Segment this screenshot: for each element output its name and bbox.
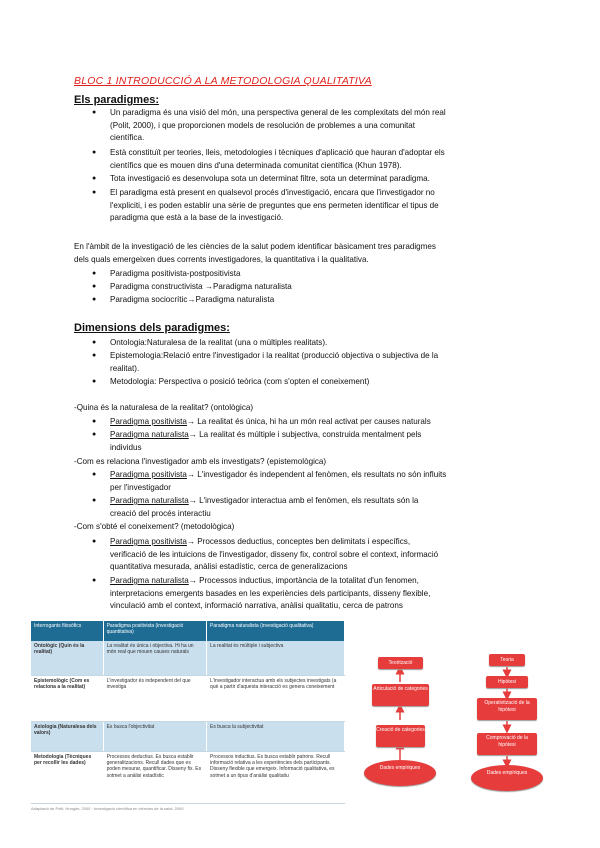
- bullet-text: Ontologia:Naturalesa de la realitat (una o múltiples realitats).: [110, 338, 328, 347]
- table-cell: Es busca la subjectivitat: [207, 721, 345, 751]
- bullet-icon: ●: [92, 431, 97, 438]
- diagram2-ellipse: Dades empíriques: [471, 765, 543, 791]
- table-row: [31, 641, 345, 675]
- bullet-text: Està constituït per teories, lleis, metodologies i tècniques d'aplicació que hauran d'adoptar els científics que es mouen dins d'una determinada comunitat científica (Khun 1978).: [110, 148, 445, 170]
- table-row: [31, 721, 345, 751]
- table-cell: Ontològic (Quin és la realitat): [31, 641, 103, 675]
- table-cell: Processos inductius. Es busca establir patrons. Recull informació relativa a les experiències dels participants. Disseny flexible que emergeix. Informació qualitativa, es sotmet a un tipus d'anàlisi qualitatiu: [207, 751, 345, 803]
- table-cell: Es busca l'objectivitat: [103, 721, 206, 751]
- bullet-icon: ●: [92, 378, 97, 385]
- bullet-icon: ●: [92, 109, 97, 116]
- list-item: Paradigma constructivista →Paradigma naturalista: [110, 282, 292, 291]
- table-cell: Epistemològic (Com es relaciona a la realitat): [31, 675, 103, 721]
- bullet-text: Un paradigma és una visió del món, una perspectiva general de les complexitats del món real (Polit, 2000), i que proporcionen models de resolución de problemes a una comunitat científica.: [110, 108, 446, 142]
- answer-item: Paradigma naturalista→ Processos inductius, importància de la totalitat d'un fenomen, interpretacions emergents basades en les experiències dels participants, disseny flexible, vinculació amb el context, informació narrativa, anàlisi qualitatiu, cerca de patrons: [110, 576, 431, 610]
- table-cell: Metodologia (Tècniques per recollir les dades): [31, 751, 103, 803]
- table-header: Interrogants filosòfics: [31, 621, 103, 641]
- table-cell: L'investigador és independent del que investiga: [103, 675, 206, 721]
- table-cell: La realitat és múltiple i subjectiva: [207, 641, 345, 675]
- bullet-text: Metodologia: Perspectiva o posició teòrica (com s'opten el coneixement): [110, 377, 370, 386]
- answer-item: Paradigma naturalista→ L'investigador interactua amb el fenòmen, els resultats són la creació del procés interactiu: [110, 496, 419, 518]
- paragraph: En l'àmbit de la investigació de les ciències de la salut podem identificar bàsicament tres paradigmes dels quals emergeixen dues corrents investigadores, la quantitativa i la qualitativa.: [74, 242, 436, 264]
- table-cell: L'investigador interactua amb els subjectes investigats (a què a partir d'aquesta interacció es genera coneixement: [207, 675, 345, 721]
- bullet-icon: ●: [92, 175, 97, 182]
- bullet-icon: ●: [92, 418, 97, 425]
- bullet-icon: ●: [92, 497, 97, 504]
- bullet-icon: ●: [92, 189, 97, 196]
- bullet-icon: ●: [92, 577, 97, 584]
- section-heading-paradigmes: Els paradigmes:: [74, 94, 159, 106]
- list-item: Paradigma positivista-postpositivista: [110, 269, 241, 278]
- question-ontologica: -Quina és la naturalesa de la realitat? (ontològica): [74, 403, 254, 412]
- diagram2-box: Operativització de la hipòtesi: [477, 698, 537, 720]
- table-row: [31, 675, 345, 721]
- table-cell: Processos deductius. Es busca establir generalitzacions. Recull dades que es poden mesurar, quantificar. Disseny fix. Es sotmet a anàlisi estadístic: [103, 751, 206, 803]
- table-row: [31, 751, 345, 803]
- list-item: Paradigma sociocrític→Paradigma naturalista: [110, 295, 275, 304]
- bullet-text: El paradigma està present en qualsevol procés d'investigació, encara que l'investigador no l'expliciti, i es poden establir una sèrie de preguntes que ens permeten identificar el tipus de paradigma que està a la base de la investigació.: [110, 188, 439, 222]
- diagram2-box: Teoria: [489, 654, 525, 666]
- table-caption: Adaptació de Polit, Hungler, 2000 · Investigació científica en ciències de la salut, 2000: [31, 805, 184, 811]
- paradigms-table: [31, 621, 345, 826]
- question-epistemologica: -Com es relaciona l'investigador amb els investigats? (epistemològica): [74, 457, 327, 466]
- diagram1-box: Creació de categories: [376, 725, 425, 747]
- answer-item: Paradigma naturalista→ La realitat és múltiple i subjectiva, construida mentalment pels individus: [110, 430, 422, 452]
- page-title: BLOC 1 INTRODUCCIÓ A LA METODOLOGIA QUALITATIVA: [74, 75, 372, 87]
- bullet-text: Epistemologia:Relació entre l'investigador i la realitat (producció objectiva o subjectiva de la realitat).: [110, 351, 439, 373]
- bullet-text: Tota investigació es desenvolupa sota un determinat filtre, sota un determinat paradigma.: [110, 174, 430, 183]
- table-header: Paradigma positivista (investigació quantitativa): [103, 621, 206, 641]
- section-heading-dimensions: Dimensions dels paradigmes:: [74, 322, 230, 334]
- table-cell: La realitat és única i objectiva. Hi ha un món real que mouen causes naturals: [103, 641, 206, 675]
- table-header: Paradigma naturalista (investigació qualitativa): [207, 621, 345, 641]
- diagram1-box: Articulació de categories: [372, 684, 429, 706]
- question-metodologica: -Com s'obté el coneixement? (metodològica): [74, 522, 235, 531]
- diagram2-box: Comprovació de la hipòtesi: [477, 733, 537, 755]
- bullet-icon: ●: [92, 538, 97, 545]
- diagram1-ellipse: Dades empíriques: [364, 760, 436, 786]
- diagram2-box: Hipòtesi: [486, 676, 528, 688]
- bullet-icon: ●: [92, 339, 97, 346]
- bullet-icon: ●: [92, 270, 97, 277]
- bullet-icon: ●: [92, 149, 97, 156]
- answer-item: Paradigma positivista→ L'investigador és independent al fenòmen, els resultats no són influits per l'investigador: [110, 470, 447, 492]
- bullet-icon: ●: [92, 352, 97, 359]
- bullet-icon: ●: [92, 471, 97, 478]
- diagram1-box: Teorització: [378, 657, 423, 669]
- bullet-icon: ●: [92, 296, 97, 303]
- answer-item: Paradigma positivista→ La realitat és única, hi ha un món real activat per causes naturals: [110, 417, 431, 426]
- answer-item: Paradigma positivista→ Processos deductius, conceptes ben delimitats i específics, verificació de les intuicions de l'investigador, disseny fix, control sobre el context, informació quantitativa mesurada, anàlisi estadístic, cerca de generalizacions: [110, 537, 439, 571]
- table-cell: Axiologia (Naturalesa dels valors): [31, 721, 103, 751]
- bullet-icon: ●: [92, 283, 97, 290]
